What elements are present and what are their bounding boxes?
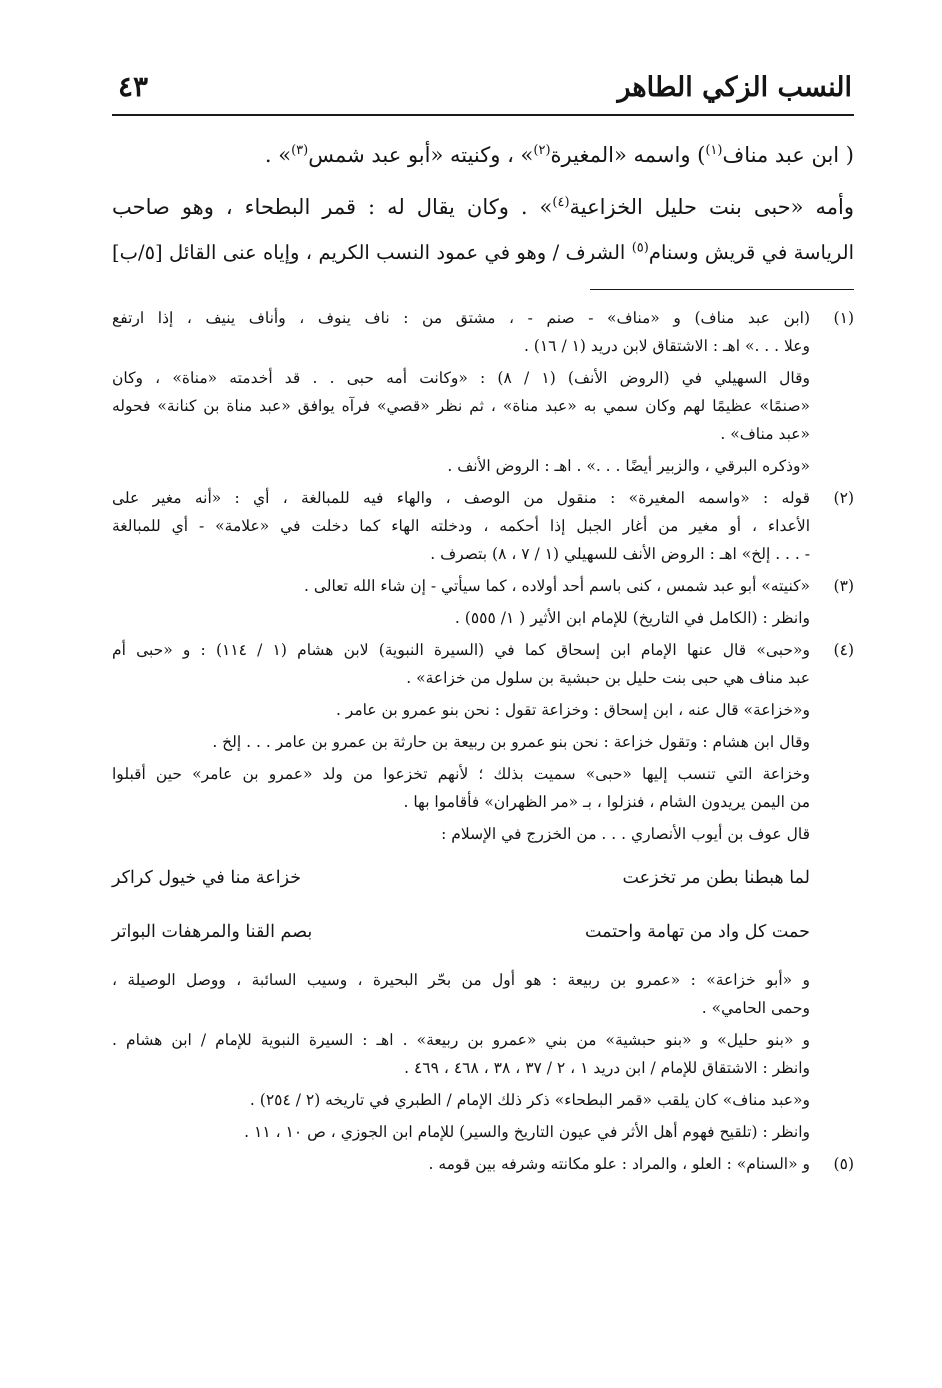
text-run: الرياسة في قريش وسنام [648,241,855,264]
footnote-paragraph [112,304,810,360]
footnote-line: وانظر : الاشتقاق للإمام / ابن دريد ١ ، ٢ / ٣٧ ، ٣٨ ، ٤٦٨ ، ٤٦٩ . [404,1059,810,1077]
footnote-line: و «أبو خزاعة» : «عمرو بن ربيعة : هو أول من بحّر البحيرة ، وسيب السائبة ، ووصل الوصيلة ، [112,971,810,989]
footnote-line: و «بنو حليل» و «بنو حبشية» من بني «عمرو بن ربيعة» . اهـ : السيرة النبوية للإمام / ابن هشام . [112,1031,810,1049]
footnote-line: وانظر : (تلقيح فهوم أهل الأثر في عيون التاريخ والسير) للإمام ابن الجوزي ، ص ١٠ ، ١١ . [244,1123,810,1141]
text-run: الشرف / وهو في عمود النسب الكريم ، وإياه عنى القائل [٥/ب] [112,241,632,264]
verse-first-hemistich: لما هبطنا بطن مر تخزعت [622,868,810,888]
footnote-line: «صنمًا» عظيمًا لهم وكان سمي به «عبد مناة» ، ثم نظر «قصي» فرآه يوافق «عبد مناة بن كنانة» فحوله [112,397,810,415]
footnote-paragraph [112,760,810,816]
footnote-paragraph [112,364,810,448]
poem-verse [112,908,810,962]
footnote-line: وعلا . . .» اهـ : الاشتقاق لابن دريد (١ / ١٦) . [523,337,810,355]
footnote-paragraph [112,1118,810,1146]
footnote-paragraph [112,1150,810,1178]
text-run: وأمه «حبى بنت حليل الخزاعية [569,195,854,219]
main-text [112,132,854,276]
footnote-line: وانظر : (الكامل في التاريخ) للإمام ابن الأثير ( ١/ ٥٥٥) . [454,609,810,627]
footnote-line: قوله : «واسمه المغيرة» : منقول من الوصف ، والهاء فيه للمبالغة ، أي : «أنه مغير على [112,489,810,507]
footnote-line: وقال ابن هشام : وتقول خزاعة : نحن بنو عمرو بن ربيعة بن حارثة بن عمرو بن عامر . . . إلخ . [212,733,810,751]
main-line [112,230,854,276]
footnote-paragraph [112,1086,810,1114]
footnote-line: و «السنام» : العلو ، والمراد : علو مكانته وشرفه بين قومه . [428,1155,810,1173]
footnote-2 [112,484,854,568]
footnote-line: و«خزاعة» قال عنه ، ابن إسحاق : وخزاعة تقول : نحن بنو عمرو بن عامر . [335,701,810,719]
running-title: النسب الزكي الطاهر [617,72,852,103]
footnote-ref: (٢) [533,143,551,158]
text-run: » . [264,143,292,167]
page-header [112,66,854,116]
footnote-line: «وذكره البرقي ، والزبير أيضًا . . .» . اهـ : الروض الأنف . [447,457,810,475]
main-line [112,132,854,178]
footnote-line: و«عبد مناف» كان يلقب «قمر البطحاء» ذكر ذلك الإمام / الطبري في تاريخه (٢ / ٢٥٤) . [249,1091,810,1109]
footnote-line: وقال السهيلي في (الروض الأنف) (١ / ٨) : «وكانت أمه حبى . . قد أخدمته «مناة» ، وكان [112,369,810,387]
footnote-paragraph [112,636,810,692]
footnote-5 [112,1150,854,1178]
footnote-paragraph [112,728,810,756]
footnote-paragraph [112,696,810,724]
verse-first-hemistich: حمت كل واد من تهامة واحتمت [584,922,810,942]
footnote-ref: (٣) [291,143,309,158]
main-line [112,184,854,230]
footnote-number: (٥) [833,1155,854,1173]
text-run: » ، وكنيته «أبو عبد شمس [308,143,534,167]
footnote-line: وخزاعة التي تنسب إليها «حبى» سميت بذلك ؛ لأنهم تخزعوا من ولد «عمرو بن عامر» حين أقبلوا [112,765,810,783]
footnote-paragraph [112,604,810,632]
footnote-paragraph [112,966,810,1022]
footnote-ref: (٥) [631,240,649,256]
footnote-line: «عبد مناف» . [720,425,810,443]
footnote-line: قال عوف بن أيوب الأنصاري . . . من الخزرج في الإسلام : [441,825,810,843]
footnote-3 [112,572,854,632]
footnote-line: الأعداء ، أو مغير من أغار الجبل إذا أحكمه ، ودخلته الهاء كما دخلت في «علامة» - أي للمبالغة [112,517,810,535]
footnote-paragraph [112,572,810,600]
footnote-line: (ابن عبد مناف) و «مناف» - صنم - ، مشتق من : ناف ينوف ، وأناف ينيف ، إذا ارتفع [112,309,810,327]
footnote-separator [590,289,854,290]
footnote-paragraph [112,820,810,848]
footnote-ref: (٤) [552,195,570,210]
footnote-4 [112,636,854,1146]
footnote-number: (٢) [833,489,854,507]
footnote-number: (٣) [833,577,854,595]
footnote-paragraph [112,452,810,480]
page-number: ٤٣ [118,70,149,103]
footnote-line: و«حبى» قال عنها الإمام ابن إسحاق كما في (السيرة النبوية) لابن هشام (١ / ١١٤) : و «حبى أم [112,641,810,659]
text-run: ( ابن عبد مناف [722,143,854,167]
poem-verses [112,854,810,962]
footnote-line: وحمى الحامي» . [701,999,810,1017]
footnote-line: عبد مناف هي حبى بنت حليل بن حبشية بن سلول من خزاعة» . [406,669,810,687]
footnote-ref: (١) [705,143,723,158]
footnote-1 [112,304,854,480]
poem-verse [112,854,810,908]
footnote-line: - . . . إلخ» اهـ : الروض الأنف للسهيلي (١ / ٧ ، ٨) بتصرف . [430,545,810,563]
verse-second-hemistich: بصم القنا والمرهفات البواتر [112,922,313,942]
footnote-line: «كنيته» أبو عبد شمس ، كنى باسم أحد أولاده ، كما سيأتي - إن شاء الله تعالى . [303,577,810,595]
text-run: » . وكان يقال له : قمر البطحاء ، وهو صاحب [112,195,553,219]
footnote-number: (٤) [833,641,854,659]
verse-second-hemistich: خزاعة منا في خيول كراكر [112,868,302,888]
footnote-line: من اليمن يريدون الشام ، فنزلوا ، بـ «مر الظهران» فأقاموا بها . [403,793,810,811]
text-run: ) واسمه «المغيرة [550,143,706,167]
footnote-number: (١) [833,309,854,327]
footnote-paragraph [112,484,810,568]
footnotes-section [112,304,854,1182]
footnote-paragraph [112,1026,810,1082]
